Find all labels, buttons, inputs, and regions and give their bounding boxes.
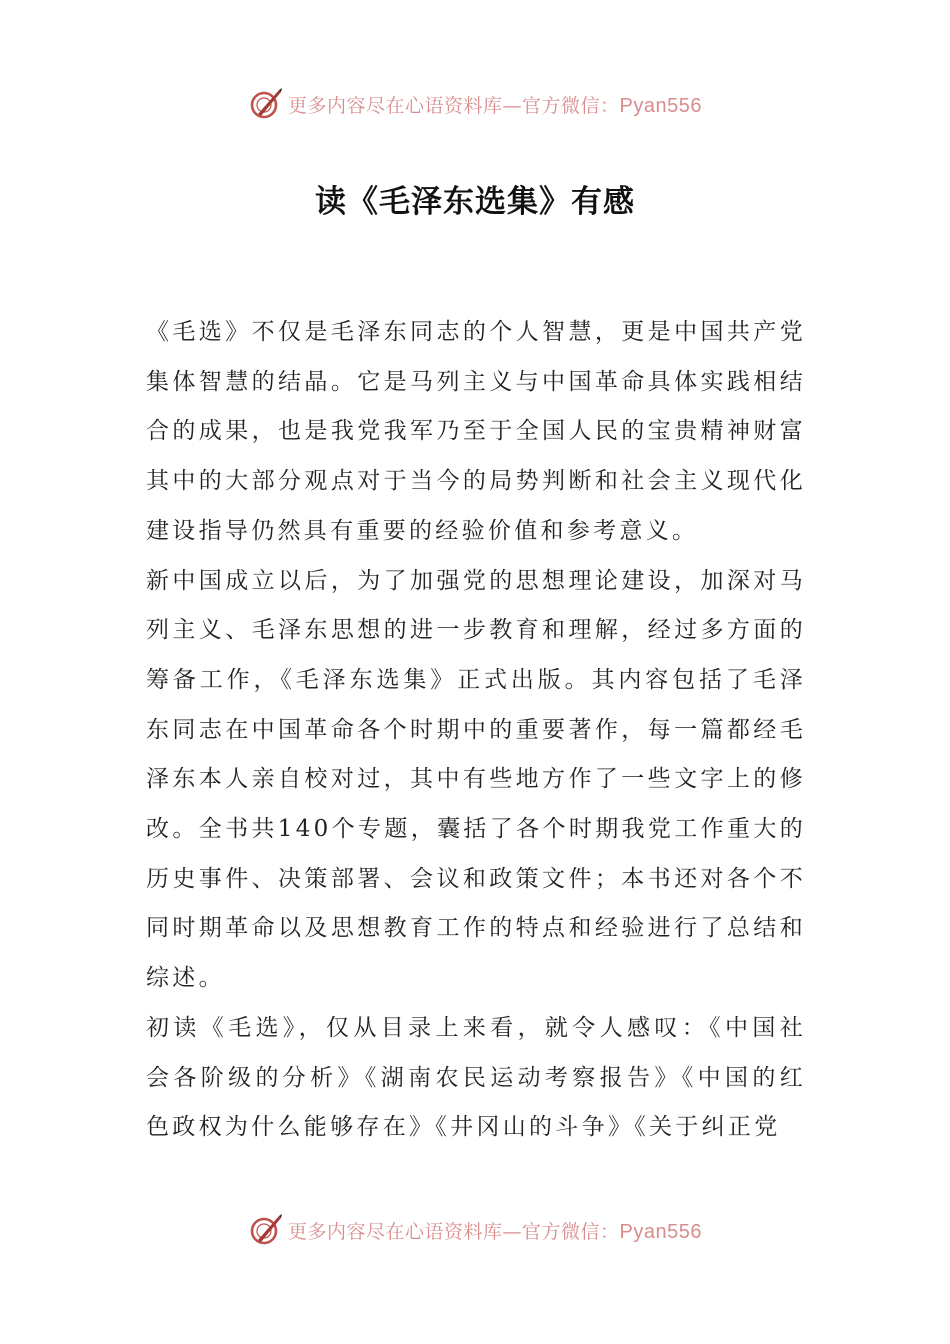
watermark-text: 更多内容尽在心语资料库—官方微信：Pyan556 xyxy=(288,94,702,117)
watermark-text: 更多内容尽在心语资料库—官方微信：Pyan556 xyxy=(288,1220,702,1243)
watermark-wechat-id: Pyan556 xyxy=(619,1220,702,1243)
paragraph-3: 初读《毛选》，仅从目录上来看，就令人感叹：《中国社会各阶级的分析》《湖南农民运动考察报告》《中国的红色政权为什么能够存在》《井冈山的斗争》《关于纠正党 xyxy=(146,1014,806,1141)
header-watermark xyxy=(0,84,950,124)
quill-pen-circle-icon xyxy=(248,86,284,122)
quill-pen-circle-icon xyxy=(248,1212,284,1248)
footer-watermark xyxy=(0,1210,950,1250)
document-body xyxy=(146,308,806,1153)
watermark-wechat-id: Pyan556 xyxy=(619,94,702,117)
paragraph-1: 《毛选》不仅是毛泽东同志的个人智慧，更是中国共产党集体智慧的结晶。它是马列主义与中国革命具体实践相结合的成果，也是我党我军乃至于全国人民的宝贵精神财富其中的大部分观点对于当今的局势判断和社会主义现代化建设指导仍然具有重要的经验价值和参考意义。 xyxy=(146,319,806,544)
page-title: 读《毛泽东选集》有感 xyxy=(315,184,635,220)
paragraph-2: 新中国成立以后，为了加强党的思想理论建设，加深对马列主义、毛泽东思想的进一步教育和理解，经过多方面的筹备工作，《毛泽东选集》正式出版。其内容包括了毛泽东同志在中国革命各个时期中的重要著作，每一篇都经毛泽东本人亲自校对过，其中有些地方作了一些文字上的修改。全书共140个专题，囊括了各个时期我党工作重大的历史事件、决策部署、会议和政策文件；本书还对各个不同时期革命以及思想教育工作的特点和经验进行了总结和综述。 xyxy=(146,567,806,992)
